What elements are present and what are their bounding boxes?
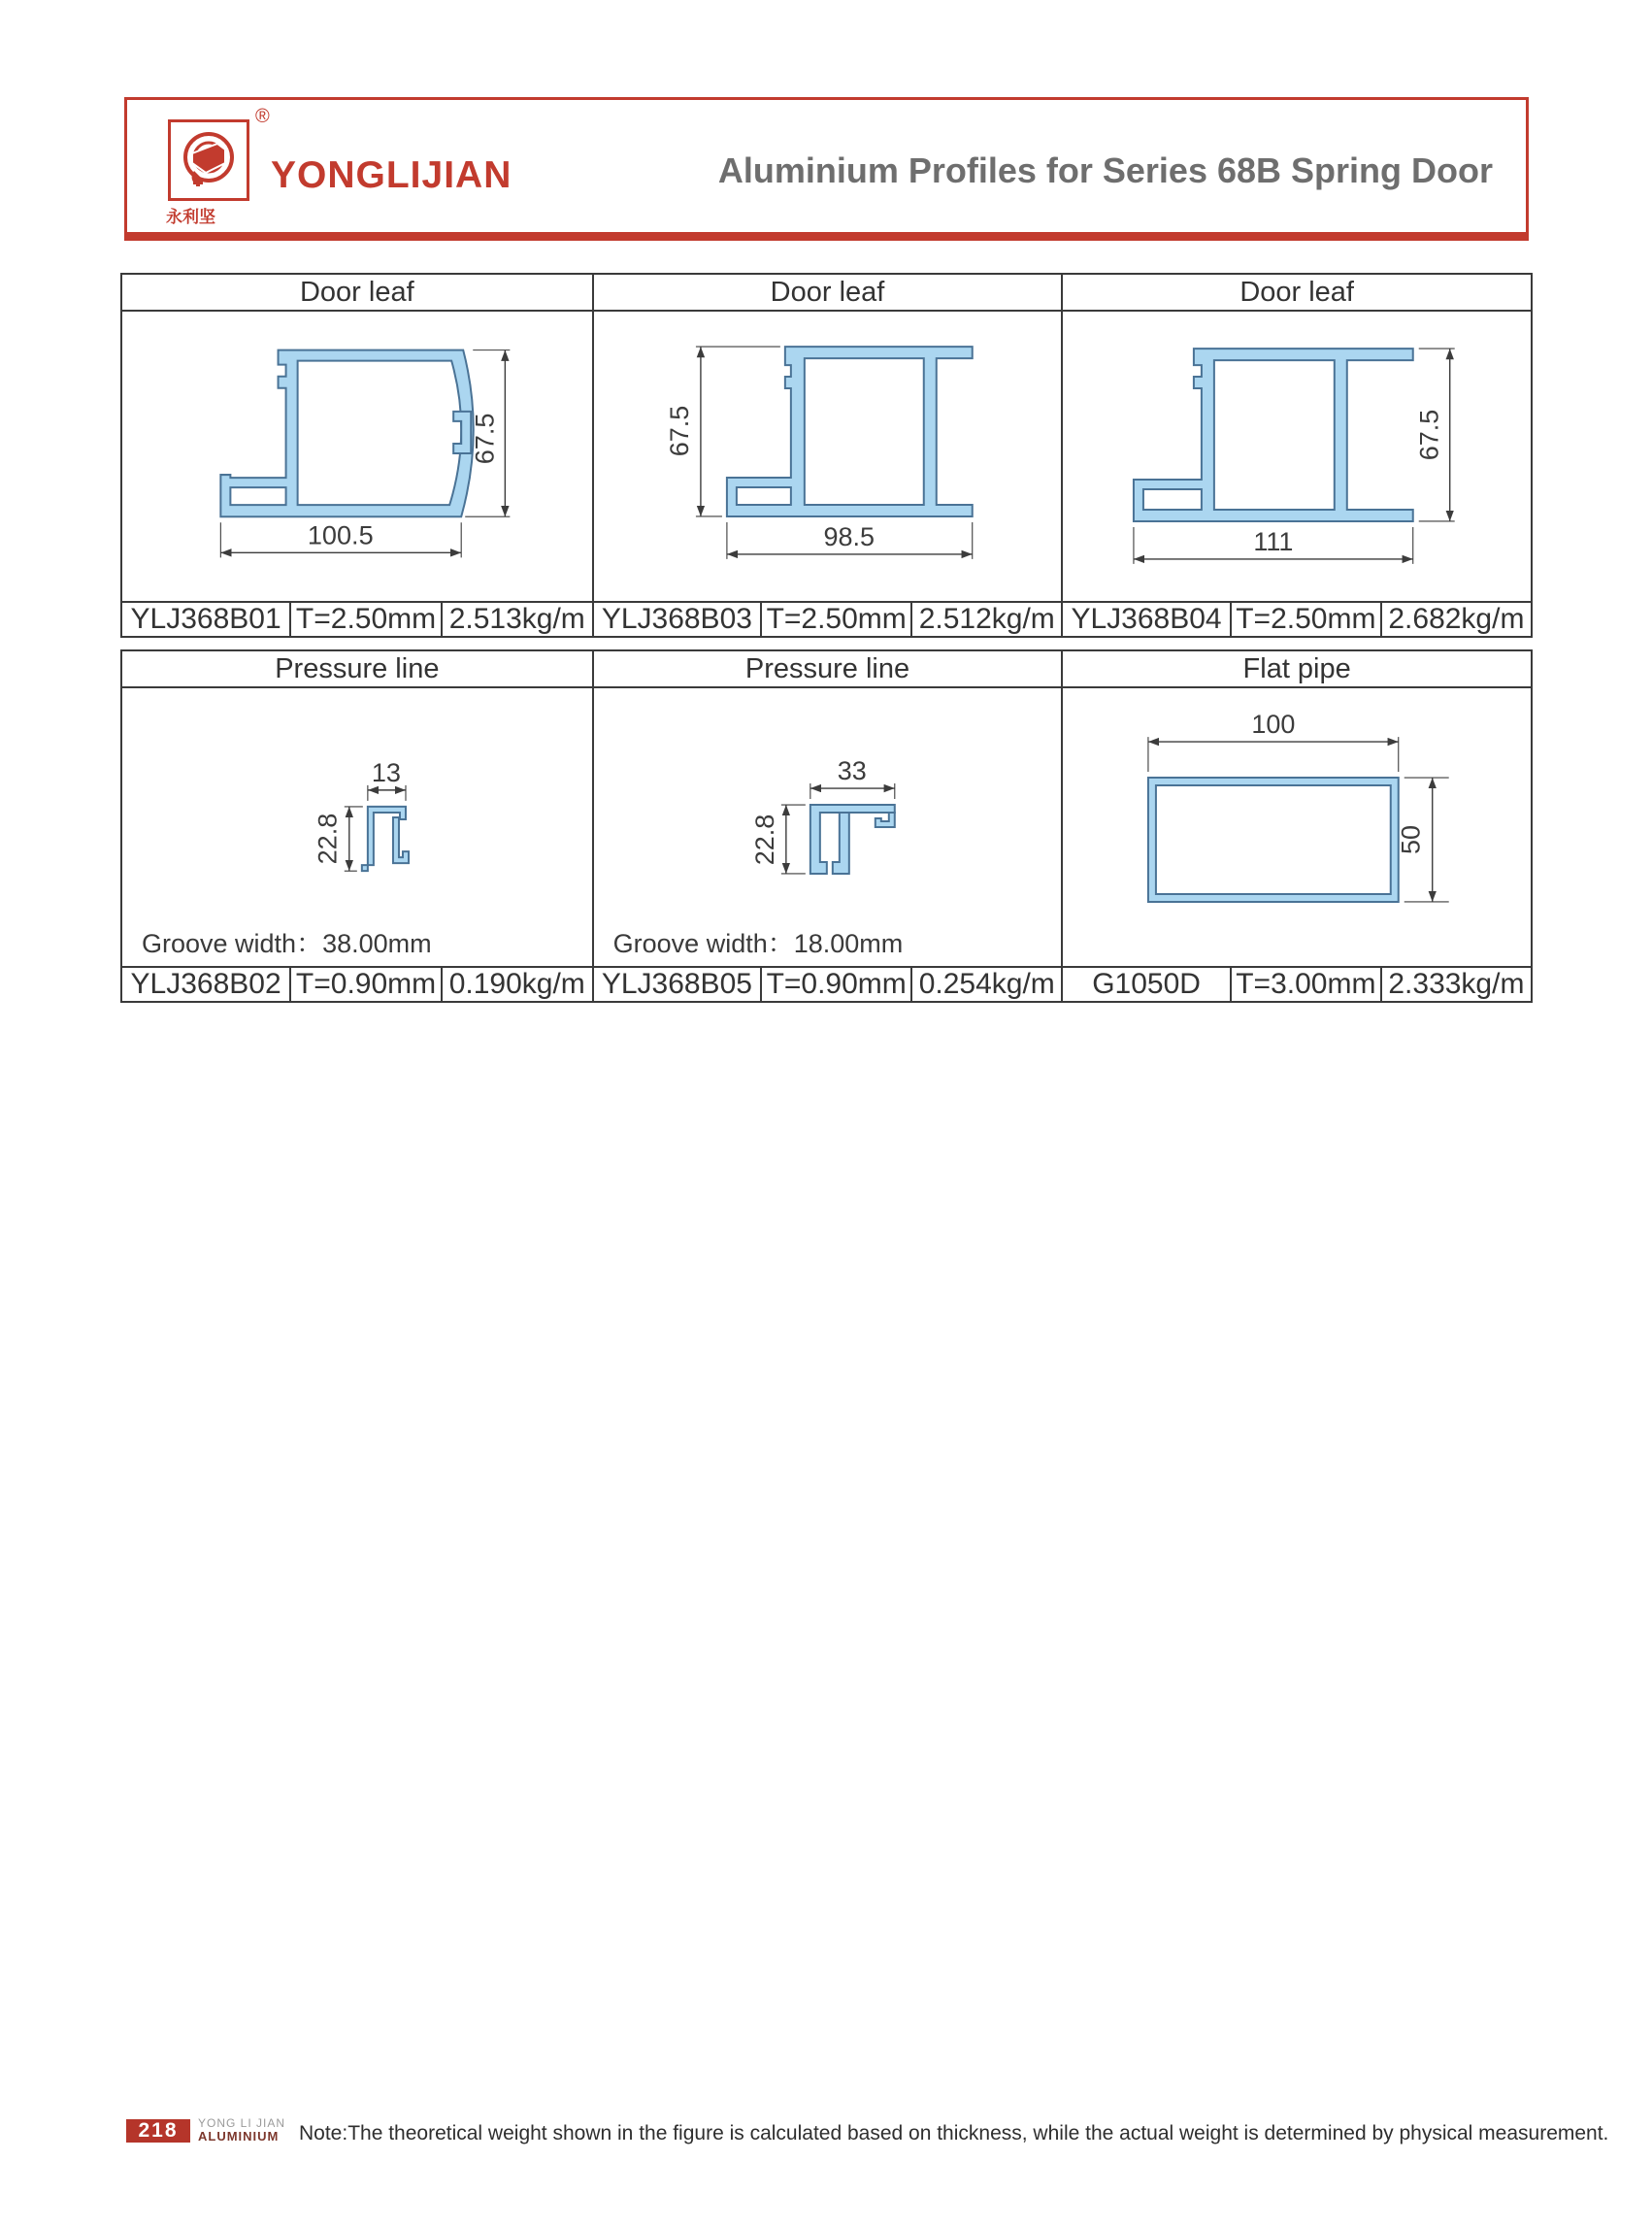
profile-drawing-area	[594, 312, 1062, 601]
aluminium-profile-shape	[393, 817, 409, 863]
profile-cross-section-drawing	[122, 312, 592, 601]
profile-code: G1050D	[1092, 968, 1201, 1000]
profile-code: YLJ368B02	[130, 968, 281, 1000]
dim-label-height: 67.5	[1415, 409, 1445, 461]
profile-type-label: Door leaf	[1063, 275, 1531, 312]
profile-weight: 2.682kg/m	[1380, 603, 1531, 636]
header	[124, 97, 1529, 241]
logo-swirl-icon	[171, 122, 247, 198]
profile-weight: 2.512kg/m	[910, 603, 1061, 636]
profile-drawing-area	[1063, 312, 1531, 601]
profile-code: YLJ368B03	[601, 603, 752, 635]
profile-type-label: Pressure line	[122, 651, 592, 688]
profile-cross-section-drawing	[1063, 312, 1531, 601]
aluminium-profile-shape	[810, 805, 895, 874]
profile-cell-ylj368b01	[122, 275, 592, 636]
profile-weight: 2.513kg/m	[441, 603, 592, 636]
footer-brand	[198, 2117, 285, 2143]
dim-label-height: 50	[1397, 824, 1427, 854]
groove-width-note: Groove width：18.00mm	[612, 929, 904, 958]
aluminium-profile-shape	[1148, 778, 1399, 902]
profile-info-row	[1063, 601, 1531, 636]
profile-cell-g1050d	[1061, 651, 1531, 1001]
page-number-badge: 218	[126, 2119, 190, 2143]
profile-table-row2	[120, 649, 1533, 1003]
dim-label-width: 33	[837, 756, 867, 786]
profile-type-label: Flat pipe	[1063, 651, 1531, 688]
dim-label-width: 98.5	[823, 521, 875, 551]
profile-weight: 0.254kg/m	[910, 968, 1061, 1001]
profile-info-row	[594, 966, 1062, 1001]
profile-cell-ylj368b03	[592, 275, 1062, 636]
page-title: Aluminium Profiles for Series 68B Spring Door	[717, 150, 1493, 190]
profile-code: YLJ368B04	[1071, 603, 1222, 635]
aluminium-profile-shape	[220, 350, 473, 517]
footer-brand-aluminium: ALUMINIUM	[198, 2128, 280, 2144]
aluminium-profile-shape	[1134, 349, 1413, 521]
profile-type-label: Door leaf	[594, 275, 1062, 312]
brand-name-chinese: 永利坚	[166, 208, 215, 226]
dim-label-width: 111	[1253, 526, 1294, 556]
dim-label-width: 100.5	[307, 519, 374, 550]
profile-drawing-area	[1063, 688, 1531, 966]
groove-width-note: Groove width：38.00mm	[142, 929, 432, 958]
profile-thickness: T=2.50mm	[289, 603, 441, 636]
brand-logo-icon	[168, 119, 249, 201]
footer-note: Note:The theoretical weight shown in the figure is calculated based on thickness, while the actual weight is determined by physical measurement.	[299, 2122, 1609, 2144]
profile-info-row	[122, 966, 592, 1001]
brand-name: YONGLIJIAN	[271, 154, 512, 196]
registered-mark: ®	[255, 106, 270, 127]
profile-cell-ylj368b04	[1061, 275, 1531, 636]
profile-weight: 2.333kg/m	[1380, 968, 1531, 1001]
profile-weight: 0.190kg/m	[441, 968, 592, 1001]
profile-thickness: T=2.50mm	[760, 603, 910, 636]
profile-thickness: T=0.90mm	[289, 968, 441, 1001]
dim-label-height: 67.5	[469, 413, 500, 465]
profile-thickness: T=3.00mm	[1230, 968, 1380, 1001]
footer-brand-name: YONG LI JIAN	[198, 2116, 286, 2130]
dim-label-height: 22.8	[312, 813, 343, 865]
profile-thickness: T=0.90mm	[760, 968, 910, 1001]
profile-cell-ylj368b05	[592, 651, 1062, 1001]
profile-cell-ylj368b02	[122, 651, 592, 1001]
profile-info-row	[122, 601, 592, 636]
dim-label-height: 67.5	[664, 405, 694, 457]
aluminium-profile-shape	[832, 813, 848, 874]
profile-type-label: Pressure line	[594, 651, 1062, 688]
aluminium-profile-shape	[727, 347, 973, 516]
profile-drawing-area	[594, 688, 1062, 966]
dim-label-width: 100	[1251, 710, 1296, 740]
profile-code: YLJ368B05	[601, 968, 752, 1000]
profile-code: YLJ368B01	[130, 603, 281, 635]
dim-label-height: 22.8	[749, 814, 779, 866]
profile-clip-detail	[875, 813, 894, 827]
profile-table-row1	[120, 273, 1533, 638]
profile-info-row	[594, 601, 1062, 636]
profile-thickness: T=2.50mm	[1230, 603, 1380, 636]
profile-type-label: Door leaf	[122, 275, 592, 312]
profile-drawing-area	[122, 688, 592, 966]
dim-label-width: 13	[371, 756, 401, 787]
profile-cross-section-drawing	[1063, 688, 1531, 966]
profile-drawing-area	[122, 312, 592, 601]
profile-info-row	[1063, 966, 1531, 1001]
profile-cross-section-drawing	[594, 312, 1062, 601]
